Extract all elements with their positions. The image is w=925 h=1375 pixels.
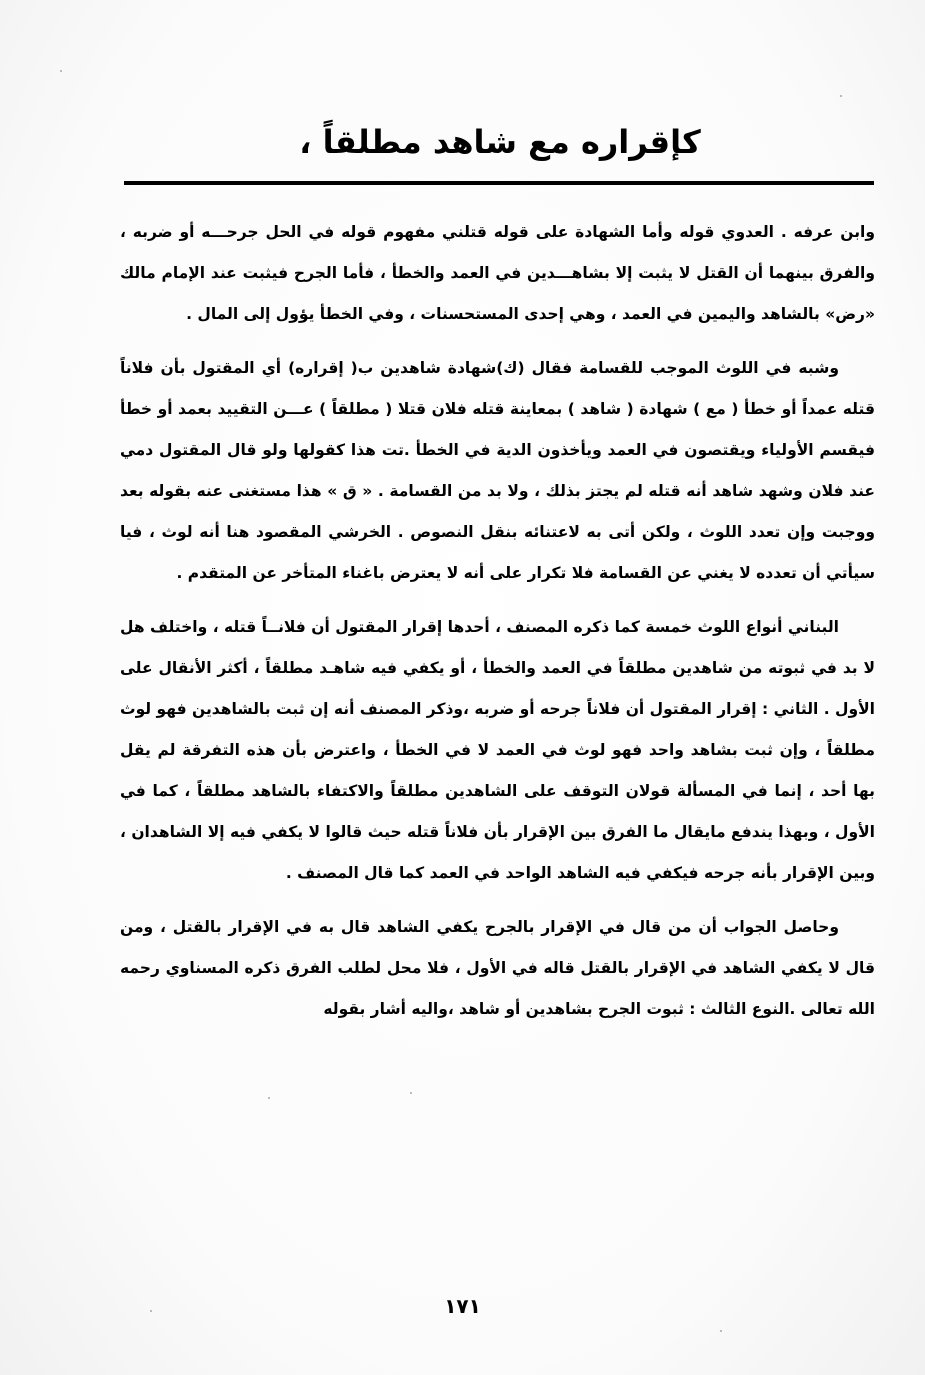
- paragraph: البناني أنواع اللوث خمسة كما ذكره المصنف ، أحدها إقرار المقتول أن فلانــاً قتله ، واختلف هل لا بد في ثبوته من شاهدين مطلقاً في العمد والخطأ ، أو يكفي فيه شاهـد مطلقاً ، أكثر الأنقال على الأول . الثاني : إقرار المقتول أن فلاناً جرحه أو ضربه ،وذكر المصنف أنه إن ثبت بالشاهدين فهو لوث مطلقاً ، وإن ثبت بشاهد واحد فهو لوث في العمد لا في الخطأ ، واعترض بأن هذه التفرقة لم يقل بها أحد ، إنما في المسألة قولان التوقف على الشاهدين مطلقاً والاكتفاء بالشاهد مطلقاً ، كما في الأول ، وبهذا يندفع مايقال ما الفرق بين الإقرار بأن فلاناً قتله حيث قالوا لا يكفي فيه إلا الشاهدان ، وبين الإقرار بأنه جرحه فيكفي فيه الشاهد الواحد في العمد كما قال المصنف .: [120, 618, 875, 882]
- paragraph: وشبه في اللوث الموجب للقسامة فقال (ك)شهادة شاهدين ب( إقراره) أي المقتول بأن فلاناً قتله عمداً أو خطأ ( مع ) شهادة ( شاهد ) بمعاينة قتله فلان قتلا ( مطلقاً ) عـــن التقييد بعمد أو خطأ فيقسم الأولياء ويقتصون في العمد ويأخذون الدية في الخطأ .تت هذا كقولها ولو قال المقتول دمي عند فلان وشهد شاهد أنه قتله لم يجتز بذلك ، ولا بد من القسامة . « ق » هذا مستغنى عنه بقوله بعد ووجبت وإن تعدد اللوث ، ولكن أتى به لاعتنائه بنقل النصوص . الخرشي المقصود هنا أنه لوث ، فيا سيأتي أن تعدده لا يغني عن القسامة فلا تكرار على أنه لا يعترض باغناء المتأخر عن المتقدم .: [120, 359, 875, 582]
- body-text: [120, 212, 875, 1043]
- scan-speck: [410, 1092, 412, 1094]
- scan-speck: [268, 1097, 270, 1099]
- scan-speck: [840, 95, 842, 97]
- page-title: كإقراره مع شاهد مطلقاً ،: [299, 123, 701, 161]
- page-number: ١٧١: [444, 1294, 481, 1318]
- paragraph: وابن عرفه . العدوي قوله وأما الشهادة على قوله قتلني مفهوم قوله في الحل جرحـــه أو ضربه ، والفرق بينهما أن القتل لا يثبت إلا بشاهـــدين في العمد والخطأ ، فأما الجرح فيثبت عند الإمام مالك «رض» بالشاهد واليمين في العمد ، وهي إحدى المستحسنات ، وفي الخطأ يؤول إلى المال .: [120, 223, 875, 323]
- scan-speck: [720, 1330, 722, 1332]
- paragraph: وحاصل الجواب أن من قال في الإقرار بالجرح يكفي الشاهد قال به في الإقرار بالقتل ، ومن قال لا يكفي الشاهد في الإقرار بالقتل قاله في الأول ، فلا محل لطلب الفرق ذكره المسناوي رحمه الله تعالى .النوع الثالث : ثبوت الجرح بشاهدين أو شاهد ،واليه أشار بقوله: [120, 918, 875, 1018]
- header-rule: [124, 181, 874, 185]
- scan-speck: [150, 1310, 152, 1312]
- scan-speck: [60, 70, 62, 72]
